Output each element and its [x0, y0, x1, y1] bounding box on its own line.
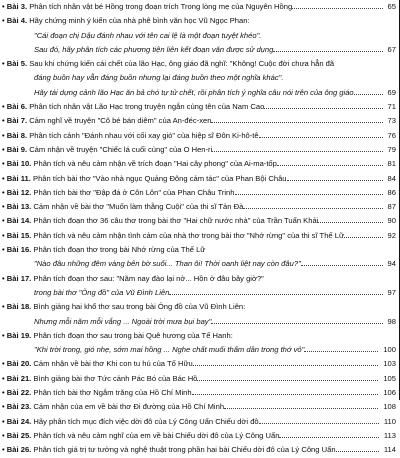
toc-entry-text: Hãy phân tích mục đích việc dời đô của Lý Công Uẩn Chiếu dời đô — [33, 416, 259, 426]
toc-entry-number: Bài 4. — [6, 16, 28, 26]
toc-entry-text: Phân tích nhân vật Lão Hạc trong truyện ngắn cùng tên của Nam Cao — [29, 102, 265, 112]
toc-continuation-line — [2, 71, 396, 85]
toc-leader-dots — [235, 194, 383, 195]
toc-page-number: 110 — [382, 415, 396, 429]
toc-bullet: • — [2, 245, 5, 255]
toc-entry — [2, 157, 396, 171]
toc-entry-text: Cảm nhận về truyện "Chiếc lá cuối cùng" của O Hen-ri — [29, 144, 213, 154]
toc-bullet: • — [2, 230, 5, 240]
toc-entry-text: Hãy chứng minh ý kiến của nhà phê bình văn học Vũ Ngọc Phan: — [29, 16, 250, 26]
toc-page-number: 106 — [381, 386, 396, 400]
toc-leader-dots — [264, 108, 383, 109]
toc-entry-text: Cảm nhận của em về bài thơ Đi đường của Hồ Chí Minh — [33, 402, 225, 412]
toc-entry-text: "Nào đâu những đêm vàng bên bờ suối... Than ôi! Thời oanh liệt nay còn đâu?" — [34, 259, 301, 269]
table-of-contents — [2, 0, 396, 458]
toc-bullet: • — [2, 2, 5, 11]
toc-leader-dots — [193, 365, 378, 366]
toc-entry-number: Bài 23. — [6, 402, 32, 412]
toc-leader-dots — [192, 394, 378, 395]
toc-page-number: 103 — [381, 357, 396, 371]
toc-entry — [2, 386, 396, 400]
toc-page-number: 92 — [386, 229, 396, 243]
toc-leader-dots — [277, 165, 383, 166]
toc-leader-dots — [287, 180, 383, 181]
toc-entry-number: Bài 19. — [6, 330, 32, 340]
toc-entry-text: Cảm nhận về bài thơ "Muốn làm thằng Cuội" của thi sĩ Tản Đà — [33, 202, 244, 212]
toc-entry — [2, 300, 396, 314]
toc-page-number: 97 — [386, 286, 396, 300]
toc-entry-text: Phân tích bài thơ "Đập đá ở Côn Lôn" của Phan Châu Trinh — [33, 187, 235, 197]
toc-entry-text: Phân tích và nêu cảm nghĩ của em về bài Chiếu dời đô của Lý Công Uẩn — [33, 430, 280, 440]
toc-bullet: • — [2, 130, 5, 140]
toc-bullet: • — [2, 430, 5, 440]
toc-entry-text: "Cái đoạn chị Dậu đánh nhau với tên cai lệ là một đoạn tuyệt khéo". — [34, 30, 262, 40]
toc-entry-number: Bài 7. — [6, 116, 28, 126]
toc-entry — [2, 0, 396, 14]
toc-leader-dots — [292, 8, 383, 9]
toc-leader-dots — [344, 237, 383, 238]
toc-entry — [2, 229, 396, 243]
toc-entry-number: Bài 11. — [6, 173, 31, 183]
toc-entry — [2, 57, 396, 71]
toc-bullet: • — [2, 144, 5, 154]
toc-entry — [2, 186, 396, 200]
toc-entry-number: Bài 26. — [6, 445, 32, 455]
toc-page-number: 94 — [386, 257, 396, 271]
toc-leader-dots — [318, 222, 383, 223]
toc-entry-text: Phân tích bài thơ Ngắm trăng của Hồ Chí Minh — [33, 388, 192, 398]
toc-entry-number: Bài 20. — [6, 359, 32, 369]
toc-page-number: 86 — [386, 186, 396, 200]
toc-page-number: 87 — [386, 200, 396, 214]
toc-entry — [2, 357, 396, 371]
toc-bullet: • — [2, 445, 5, 455]
toc-entry-number: Bài 25. — [6, 430, 32, 440]
toc-page-number: 105 — [381, 372, 396, 386]
toc-bullet: • — [2, 102, 5, 112]
toc-entry — [2, 429, 396, 443]
toc-entry — [2, 129, 396, 143]
toc-entry-text: Bình giảng bài thơ Tức cảnh Pác Bó của Bác Hồ — [33, 373, 198, 383]
toc-entry-text: Phân tích và nêu cảm nhận về trích đoạn "Hai cây phong" của Ai-ma-tốp — [33, 159, 277, 169]
toc-entry-number: Bài 5. — [6, 59, 28, 69]
toc-entry — [2, 143, 396, 157]
toc-entry-text: Phân tích cảnh "Đánh nhau với cối xay gió" của hiệp sĩ Đôn Ki-hô-tê — [29, 130, 259, 140]
toc-bullet: • — [2, 330, 5, 340]
toc-page-number: 79 — [386, 143, 396, 157]
toc-entry-text: "Khi trời trong, gió nhẹ, sớm mai hồng ... Nghe chất muối thấm dần trong thớ vỏ" — [34, 345, 305, 355]
toc-entry-number: Bài 17. — [6, 273, 32, 283]
toc-leader-dots — [212, 151, 383, 152]
toc-entry-number: Bài 9. — [6, 144, 28, 154]
toc-bullet: • — [2, 173, 5, 183]
toc-entry-number: Bài 12. — [6, 187, 32, 197]
toc-page-number: 73 — [386, 114, 396, 128]
toc-bullet: • — [2, 16, 5, 26]
toc-bullet: • — [2, 202, 5, 212]
toc-entry — [2, 200, 396, 214]
toc-entry — [2, 172, 396, 186]
toc-bullet: • — [2, 373, 5, 383]
toc-entry — [2, 272, 396, 286]
toc-page-number: 69 — [386, 86, 396, 100]
toc-continuation-line — [2, 86, 396, 100]
toc-entry — [2, 114, 396, 128]
toc-leader-dots — [211, 323, 383, 324]
toc-leader-dots — [301, 265, 383, 266]
toc-page-number: 114 — [382, 443, 396, 457]
toc-entry-number: Bài 22. — [6, 388, 32, 398]
toc-entry-number: Bài 10. — [6, 159, 32, 169]
toc-entry — [2, 100, 396, 114]
toc-entry — [2, 400, 396, 414]
toc-continuation-line — [2, 43, 396, 57]
toc-entry-number: Bài 15. — [6, 230, 32, 240]
toc-entry-text: Phân tích bài thơ "Vào nhà ngục Quảng Đông cảm tác" của Phan Bội Châu — [33, 173, 287, 183]
toc-leader-dots — [169, 294, 383, 295]
toc-continuation-line — [2, 286, 396, 300]
toc-entry-number: Bài 3. — [6, 2, 28, 11]
toc-page-number: 67 — [386, 43, 396, 57]
toc-page-number: 90 — [386, 214, 396, 228]
toc-page-number: 65 — [386, 0, 396, 14]
toc-entry — [2, 214, 396, 228]
toc-entry-text: Phân tích đoạn thơ sau trong bài Quê hương của Tế Hanh: — [33, 330, 233, 340]
toc-continuation-line — [2, 257, 396, 271]
toc-bullet: • — [2, 302, 5, 312]
toc-entry-text: Sau đó, hãy phân tích các phương tiện liên kết đoạn văn được sử dụng — [34, 44, 274, 54]
toc-page-number: 76 — [386, 129, 396, 143]
toc-bullet: • — [2, 359, 5, 369]
toc-bullet: • — [2, 273, 5, 283]
toc-page-number: 84 — [386, 172, 396, 186]
toc-entry-text: Phân tích đoạn thơ trong bài Nhớ rừng của Thế Lữ — [33, 245, 206, 255]
toc-entry-number: Bài 8. — [6, 130, 28, 140]
toc-entry-text: Phân tích đoạn thơ 36 câu thơ trong bài thơ "Hai chữ nước nhà" của Trần Tuấn Khải — [33, 216, 319, 226]
toc-leader-dots — [259, 137, 383, 138]
toc-entry-number: Bài 21. — [6, 373, 32, 383]
toc-entry-text: Phân tích đoạn thơ sau: "Năm nay đào lại nở... Hồn ở đâu bây giờ?" — [33, 273, 264, 283]
toc-entry-text: Hãy tái dựng cảnh lão Hạc ăn bả chó tự tử chết, rồi phân tích ý nghĩa câu nói trên của ông giáo — [34, 87, 354, 97]
toc-entry — [2, 415, 396, 429]
toc-bullet: • — [2, 402, 5, 412]
toc-entry-text: trong bài thơ "Ông đồ" của Vũ Đình Liên — [34, 287, 170, 297]
toc-entry-text: Cảm nhận về bài thơ Khi con tu hú của Tố Hữu — [33, 359, 193, 369]
toc-bullet: • — [2, 187, 5, 197]
toc-entry — [2, 14, 396, 28]
toc-entry-text: Nhưng mỗi năm mỗi vắng ... Ngoài trời mưa bụi bay" — [34, 316, 212, 326]
toc-bullet: • — [2, 216, 5, 226]
toc-entry-text: Phân tích giá trị tư tưởng và nghệ thuật trong phần hai bài Chiếu dời đô của Lý Công Uẩn — [33, 445, 336, 455]
toc-entry-number: Bài 14. — [6, 216, 32, 226]
toc-leader-dots — [243, 208, 383, 209]
toc-page-number: 71 — [386, 100, 396, 114]
toc-leader-dots — [279, 437, 379, 438]
toc-entry-text: Phân tích và nêu cảm nhận tình cảm của nhà thơ trong bài thơ "Nhớ rừng" của thi sĩ Thế Lữ — [33, 230, 345, 240]
toc-bullet: • — [2, 388, 5, 398]
toc-leader-dots — [336, 451, 379, 452]
toc-entry-number: Bài 16. — [6, 245, 32, 255]
toc-entry-number: Bài 6. — [6, 102, 28, 112]
toc-entry-text: Bình giảng hai khổ thơ sau trong bài Ông đồ của Vũ Đình Liên: — [33, 302, 246, 312]
toc-leader-dots — [273, 51, 383, 52]
toc-bullet: • — [2, 416, 5, 426]
toc-leader-dots — [211, 122, 383, 123]
toc-page-number: 108 — [381, 400, 396, 414]
toc-bullet: • — [2, 116, 5, 126]
toc-entry-number: Bài 13. — [6, 202, 32, 212]
toc-leader-dots — [197, 380, 378, 381]
toc-continuation-line — [2, 343, 396, 357]
toc-entry-text: Phân tích nhân vật bé Hồng trong đoạn trích Trong lòng mẹ của Nguyên Hồng — [29, 2, 293, 11]
toc-page-number: 81 — [386, 157, 396, 171]
toc-entry — [2, 329, 396, 343]
toc-entry-text: đáng buồn hay vẫn đáng buồn nhưng lại đáng buồn theo một nghĩa khác". — [34, 73, 284, 83]
toc-entry — [2, 372, 396, 386]
toc-page-number: 98 — [386, 315, 396, 329]
toc-entry-text: Cảm nghĩ về truyện "Cô bé bán diêm" của An-đéc-xen — [29, 116, 212, 126]
toc-bullet: • — [2, 59, 5, 69]
toc-leader-dots — [224, 408, 378, 409]
toc-bullet: • — [2, 159, 5, 169]
toc-entry-number: Bài 24. — [6, 416, 32, 426]
toc-leader-dots — [304, 351, 378, 352]
toc-continuation-line — [2, 29, 396, 43]
toc-entry — [2, 243, 396, 257]
toc-continuation-line — [2, 315, 396, 329]
toc-leader-dots — [354, 94, 383, 95]
toc-page-number: 113 — [382, 429, 396, 443]
toc-leader-dots — [259, 423, 379, 424]
toc-entry-text: Sau khi chứng kiến cái chết của lão Hạc, ông giáo đã nghĩ: "Không! Cuộc đời chưa hẳn đã — [29, 59, 335, 69]
toc-page-number: 100 — [381, 343, 396, 357]
toc-entry — [2, 443, 396, 457]
toc-entry-number: Bài 18. — [6, 302, 32, 312]
